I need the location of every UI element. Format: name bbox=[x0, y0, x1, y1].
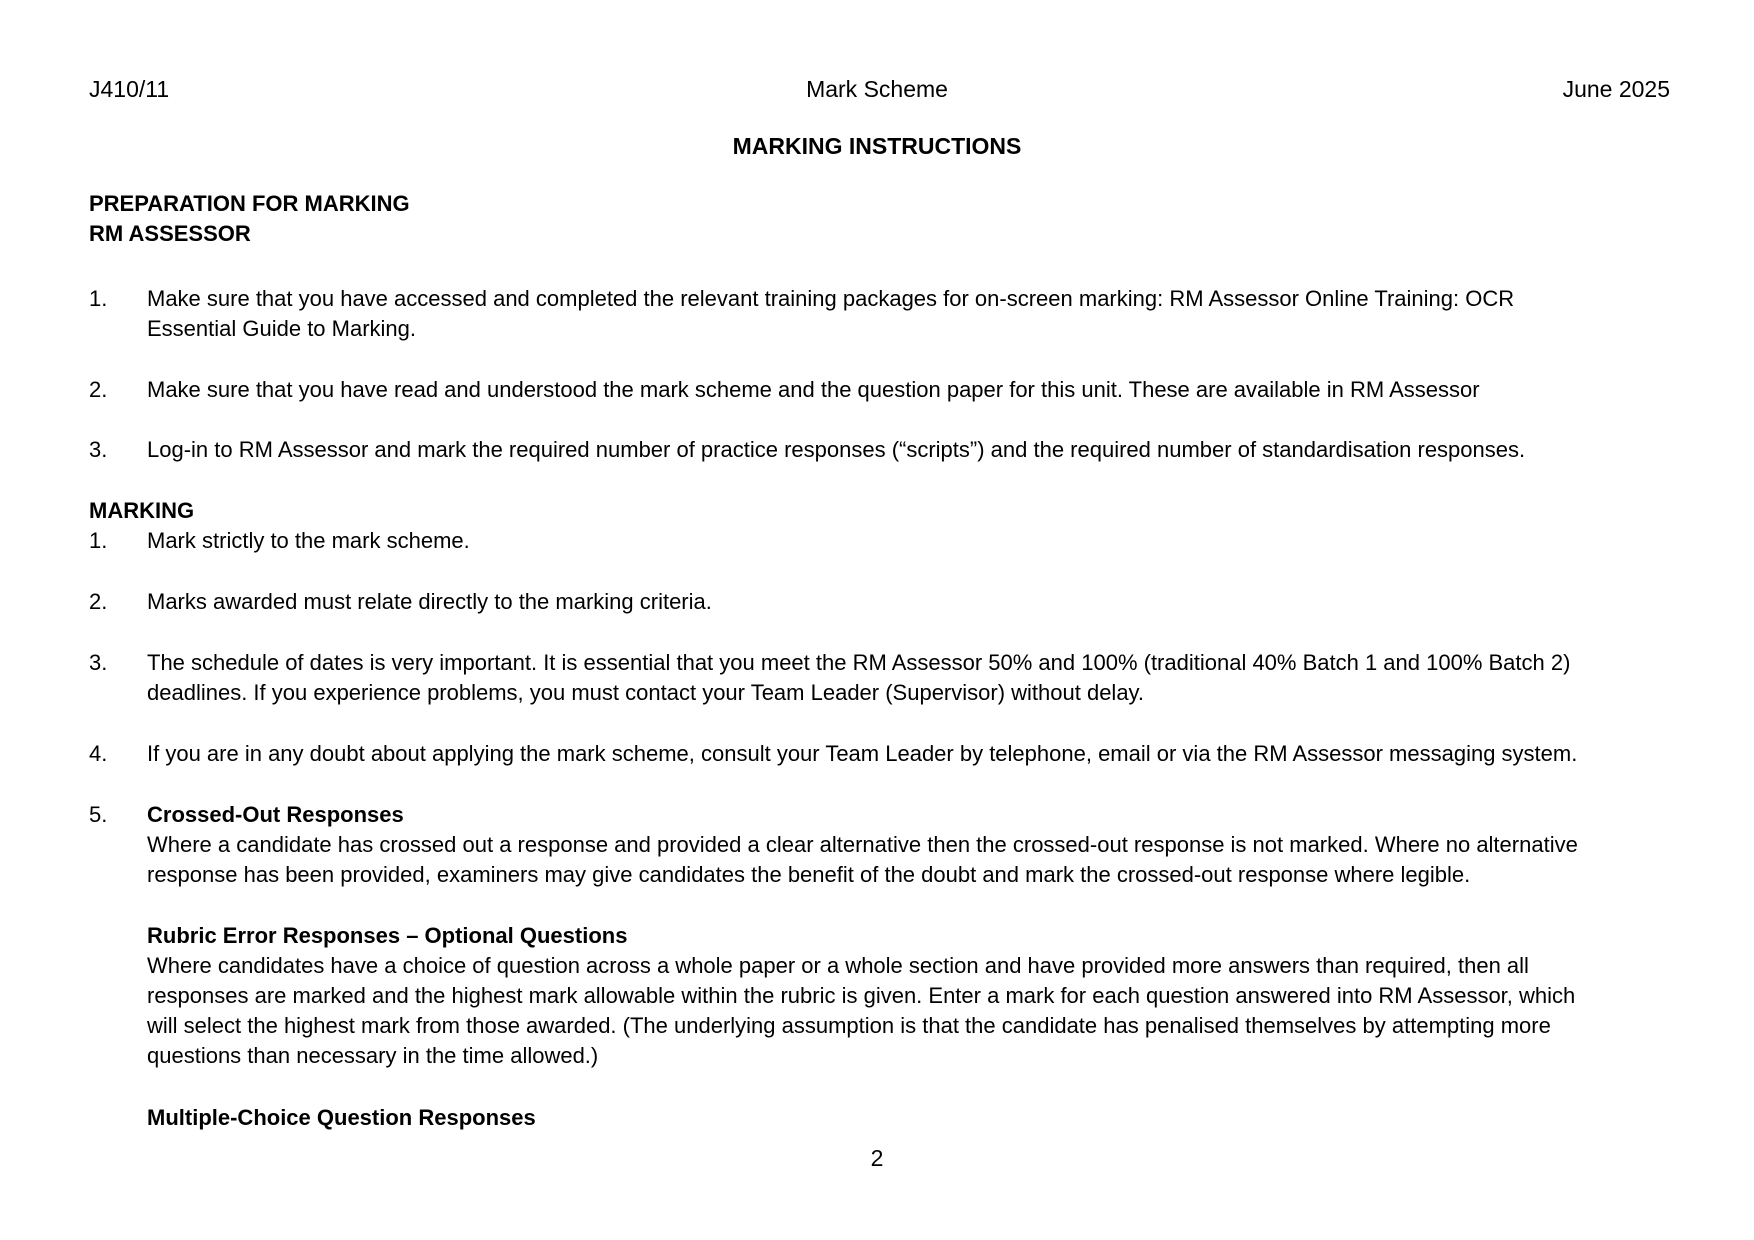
text-line: responses are marked and the highest mark allowable within the rubric is given. Enter a mark for each question answered into RM Assessor, which bbox=[147, 983, 1576, 1008]
marking-item-2-text bbox=[147, 587, 1677, 617]
prep-item-1-number: 1. bbox=[89, 286, 108, 311]
prep-item-2-text bbox=[147, 375, 1677, 405]
text-line: If you are in any doubt about applying the mark scheme, consult your Team Leader by telephone, email or via the RM Assessor messaging system. bbox=[147, 741, 1578, 766]
marking-item-5-multiple-choice bbox=[147, 1103, 1677, 1133]
header-paper-code: J410/11 bbox=[89, 76, 170, 102]
text-line: Where candidates have a choice of question across a whole paper or a whole section and have provided more answers than required, then all bbox=[147, 953, 1529, 978]
text-line: response has been provided, examiners may give candidates the benefit of the doubt and mark the crossed-out response where legible. bbox=[147, 862, 1471, 887]
section-heading-preparation: PREPARATION FOR MARKING bbox=[89, 191, 410, 216]
subsection-heading-rubric-error: Rubric Error Responses – Optional Questions bbox=[147, 923, 628, 948]
marking-item-1-text bbox=[147, 526, 1677, 556]
marking-item-1-number: 1. bbox=[89, 528, 108, 553]
marking-item-5-number: 5. bbox=[89, 802, 108, 827]
text-line: Marks awarded must relate directly to the marking criteria. bbox=[147, 589, 712, 614]
text-line: Log-in to RM Assessor and mark the required number of practice responses (“scripts”) and the required number of standardisation responses. bbox=[147, 437, 1526, 462]
text-line: The schedule of dates is very important. It is essential that you meet the RM Assessor 50% and 100% (traditional 40% Batch 1 and 100% Batch 2) bbox=[147, 650, 1571, 675]
marking-item-3-number: 3. bbox=[89, 650, 108, 675]
marking-item-5-crossed-out bbox=[147, 800, 1677, 890]
page-title: MARKING INSTRUCTIONS bbox=[732, 133, 1022, 159]
marking-item-4-text bbox=[147, 739, 1677, 769]
page-number: 2 bbox=[870, 1145, 884, 1171]
prep-item-2-number: 2. bbox=[89, 377, 108, 402]
section-heading-marking: MARKING bbox=[89, 498, 195, 523]
text-line: Make sure that you have read and understood the mark scheme and the question paper for this unit. These are available in RM Assessor bbox=[147, 377, 1480, 402]
subsection-heading-multiple-choice: Multiple-Choice Question Responses bbox=[147, 1105, 536, 1130]
prep-item-3-number: 3. bbox=[89, 437, 108, 462]
text-line: questions than necessary in the time allowed.) bbox=[147, 1043, 599, 1068]
text-line: Mark strictly to the mark scheme. bbox=[147, 528, 470, 553]
header-date: June 2025 bbox=[1562, 76, 1670, 102]
text-line: Where a candidate has crossed out a response and provided a clear alternative then the crossed-out response is not marked. Where no alternative bbox=[147, 832, 1578, 857]
text-line: Essential Guide to Marking. bbox=[147, 316, 417, 341]
prep-item-1-text bbox=[147, 284, 1677, 344]
marking-item-2-number: 2. bbox=[89, 589, 108, 614]
text-line: deadlines. If you experience problems, you must contact your Team Leader (Supervisor) without delay. bbox=[147, 680, 1145, 705]
marking-item-4-number: 4. bbox=[89, 741, 108, 766]
prep-item-3-text bbox=[147, 435, 1677, 465]
marking-item-3-text bbox=[147, 648, 1677, 708]
marking-item-5-rubric-error bbox=[147, 921, 1677, 1071]
header-document-type: Mark Scheme bbox=[806, 76, 948, 102]
text-line: will select the highest mark from those awarded. (The underlying assumption is that the candidate has penalised themselves by attempting more bbox=[147, 1013, 1551, 1038]
section-heading-rm-assessor: RM ASSESSOR bbox=[89, 221, 251, 246]
subsection-heading-crossed-out: Crossed-Out Responses bbox=[147, 802, 404, 827]
text-line: Make sure that you have accessed and completed the relevant training packages for on-screen marking: RM Assessor Online Training: OCR bbox=[147, 286, 1515, 311]
